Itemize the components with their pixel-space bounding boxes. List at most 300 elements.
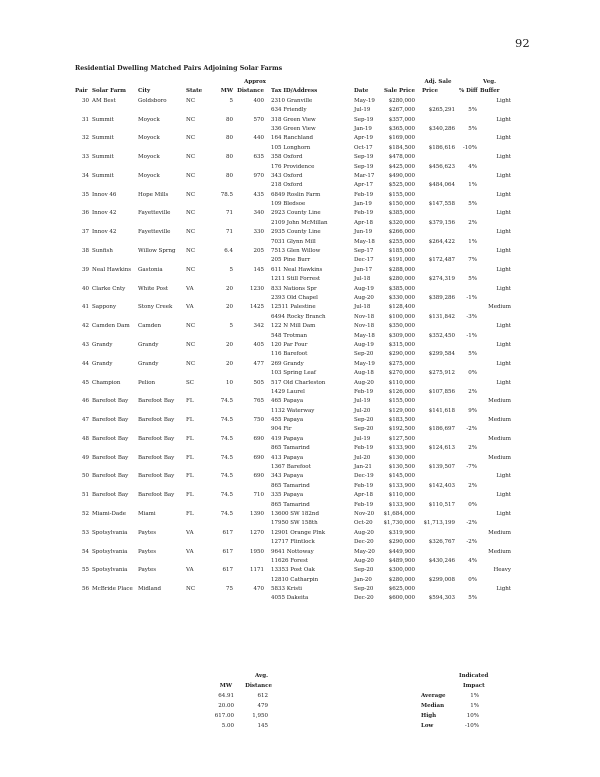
cell-date: Aug-20 — [354, 529, 374, 536]
cell-addr: 9641 Nottoway — [271, 548, 314, 555]
cell-buffer: Medium — [488, 398, 511, 405]
cell-sale: $385,000 — [388, 285, 415, 292]
cell-adj: $264,422 — [428, 238, 455, 245]
summary-right-body — [421, 691, 503, 731]
table-row — [75, 256, 530, 265]
table-row — [75, 379, 530, 388]
cell-addr: 7031 Glynn Mill — [271, 238, 316, 245]
cell-farm: Spotsylvania — [92, 567, 128, 574]
cell-pair: 40 — [82, 285, 89, 292]
cell-addr: 11626 Forest — [271, 557, 308, 564]
cell-sale: $300,000 — [388, 567, 415, 574]
cell-dist: 330 — [253, 229, 264, 236]
cell-city: Stony Creek — [138, 304, 173, 311]
cell-date: Sep-20 — [354, 586, 374, 593]
cell-buffer: Light — [496, 229, 511, 236]
cell-buffer: Light — [496, 266, 511, 273]
cell-buffer: Light — [496, 586, 511, 593]
cell-mw: 5 — [229, 266, 233, 273]
cell-state: NC — [186, 116, 196, 123]
cell-city: Barefoot Bay — [138, 398, 175, 405]
cell-farm: Summit — [92, 116, 114, 123]
cell-addr: 176 Providence — [271, 163, 315, 170]
cell-state: NC — [186, 586, 196, 593]
cell-farm: Camden Dam — [92, 323, 130, 330]
cell-sale: $155,000 — [388, 191, 415, 198]
cell-buffer: Light — [496, 492, 511, 499]
cell-diff: -7% — [466, 464, 477, 471]
cell-date: Sep-17 — [354, 248, 374, 255]
table-row — [75, 313, 530, 322]
cell-farm: Neal Hawkins — [92, 266, 132, 273]
cell-pair: 38 — [82, 248, 89, 255]
cell-addr: 611 Neal Hawkins — [271, 266, 323, 273]
cell-addr: 634 Friendly — [271, 107, 307, 114]
cell-sale: $150,000 — [388, 201, 415, 208]
cell-state: VA — [186, 285, 194, 292]
summary-mw-distance — [212, 671, 282, 731]
table-row — [75, 209, 530, 218]
cell-mw: 80 — [226, 135, 233, 142]
cell-sale: $290,000 — [388, 539, 415, 546]
cell-city: Hope Mills — [138, 191, 169, 198]
cell-adj: $274,319 — [428, 276, 455, 283]
cell-addr: 116 Barefoot — [271, 351, 308, 358]
cell-city: Willow Sprng — [138, 248, 176, 255]
cell-date: May-18 — [354, 238, 375, 245]
cell-date: May-19 — [354, 97, 375, 104]
table-row — [75, 538, 530, 547]
cell-date: Sep-19 — [354, 154, 374, 161]
cell-dist: 405 — [253, 341, 264, 348]
table-row — [75, 501, 530, 510]
cell-sale: $309,000 — [388, 332, 415, 339]
cell-adj: $299,584 — [428, 351, 455, 358]
cell-date: Feb-19 — [354, 210, 374, 217]
cell-pair: 44 — [82, 360, 89, 367]
cell-diff: 2% — [468, 445, 477, 452]
cell-date: Jul-19 — [354, 435, 371, 442]
cell-dist: 440 — [253, 135, 264, 142]
table-row — [75, 388, 530, 397]
table-body — [75, 97, 530, 604]
cell-sale: $185,000 — [388, 248, 415, 255]
summary-right-row — [421, 711, 503, 721]
summary-right-header-2 — [421, 681, 503, 691]
cell-sale: $110,000 — [388, 379, 415, 386]
cell-state: NC — [186, 172, 196, 179]
table-row — [75, 125, 530, 134]
cell-dist: 710 — [253, 492, 264, 499]
cell-city: Paytes — [138, 529, 157, 536]
summary-distance-value: 1,950 — [252, 713, 268, 719]
summary-header-distance: Distance — [245, 683, 272, 689]
cell-sale: $357,000 — [388, 116, 415, 123]
cell-diff: 1% — [468, 182, 477, 189]
cell-state: NC — [186, 248, 196, 255]
cell-buffer: Light — [496, 341, 511, 348]
cell-adj: $430,246 — [428, 557, 455, 564]
cell-sale: $128,400 — [388, 304, 415, 311]
cell-date: Apr-18 — [354, 492, 373, 499]
table-row — [75, 332, 530, 341]
cell-farm: Grandy — [92, 360, 113, 367]
header-date: Date — [354, 88, 369, 95]
cell-sale: $130,000 — [388, 454, 415, 461]
cell-city: Grandy — [138, 341, 159, 348]
cell-addr: 7513 Glen Willow — [271, 248, 321, 255]
cell-farm: Champion — [92, 379, 121, 386]
cell-state: NC — [186, 97, 196, 104]
cell-sale: $288,000 — [388, 266, 415, 273]
cell-buffer: Light — [496, 379, 511, 386]
cell-pair: 34 — [82, 172, 89, 179]
cell-farm: AM Best — [92, 97, 116, 104]
cell-farm: Clarke Cnty — [92, 285, 126, 292]
cell-addr: 343 Oxford — [271, 172, 303, 179]
table-row — [75, 228, 530, 237]
header-sale-price: Sale Price — [383, 88, 415, 95]
cell-farm: Sunfish — [92, 248, 113, 255]
cell-state: NC — [186, 323, 196, 330]
cell-city: Fayetteville — [138, 210, 171, 217]
cell-farm: Summit — [92, 172, 114, 179]
cell-adj: $340,286 — [428, 125, 455, 132]
cell-addr: 2923 County Line — [271, 210, 321, 217]
cell-dist: 205 — [253, 248, 264, 255]
cell-pair: 51 — [82, 492, 89, 499]
cell-sale: $183,500 — [388, 417, 415, 424]
cell-diff: -2% — [466, 520, 477, 527]
cell-buffer: Light — [496, 116, 511, 123]
cell-city: Moyock — [138, 172, 160, 179]
cell-mw: 5 — [229, 97, 233, 104]
cell-addr: 336 Green View — [271, 125, 316, 132]
cell-addr: 122 N Mill Dam — [271, 323, 316, 330]
cell-mw: 617 — [222, 529, 233, 536]
cell-sale: $133,900 — [388, 445, 415, 452]
cell-state: NC — [186, 341, 196, 348]
summary-stat-label: Average — [421, 693, 446, 699]
matched-pairs-table — [75, 78, 530, 604]
cell-adj: $275,912 — [428, 370, 455, 377]
cell-addr: 12511 Palestine — [271, 304, 316, 311]
cell-dist: 340 — [253, 210, 264, 217]
table-header-row-2 — [75, 87, 530, 96]
cell-sale: $280,000 — [388, 276, 415, 283]
cell-city: White Post — [138, 285, 168, 292]
cell-sale: $191,000 — [388, 257, 415, 264]
cell-buffer: Medium — [488, 529, 511, 536]
cell-state: NC — [186, 191, 196, 198]
table-row — [75, 435, 530, 444]
cell-adj: $142,403 — [428, 482, 455, 489]
cell-date: Jul-19 — [354, 398, 371, 405]
cell-diff: 2% — [468, 388, 477, 395]
cell-city: Fayetteville — [138, 229, 171, 236]
table-row — [75, 510, 530, 519]
cell-addr: 413 Papaya — [271, 454, 304, 461]
cell-buffer: Light — [496, 248, 511, 255]
cell-addr: 904 Fir — [271, 426, 292, 433]
cell-addr: 358 Oxford — [271, 154, 303, 161]
cell-addr: 318 Green View — [271, 116, 316, 123]
cell-mw: 71 — [226, 210, 233, 217]
cell-date: Aug-20 — [354, 557, 374, 564]
summary-stat-label: Median — [421, 703, 445, 709]
cell-date: Jun-17 — [354, 266, 373, 273]
cell-date: Nov-18 — [354, 323, 375, 330]
cell-city: Barefoot Bay — [138, 435, 175, 442]
cell-dist: 765 — [253, 398, 264, 405]
summary-left-row — [212, 721, 282, 731]
cell-buffer: Light — [496, 191, 511, 198]
cell-sale: $270,000 — [388, 370, 415, 377]
cell-farm: Sappony — [92, 304, 117, 311]
table-row — [75, 472, 530, 481]
cell-sale: $280,000 — [388, 97, 415, 104]
cell-diff: 0% — [468, 370, 477, 377]
cell-addr: 2310 Granville — [271, 97, 313, 104]
cell-adj: $594,303 — [428, 595, 455, 602]
cell-city: Moyock — [138, 116, 160, 123]
cell-state: FL — [186, 510, 194, 517]
cell-dist: 1171 — [250, 567, 264, 574]
cell-addr: 269 Grandy — [271, 360, 304, 367]
cell-date: Apr-18 — [354, 219, 373, 226]
summary-indicated-impact — [421, 671, 503, 731]
cell-mw: 6.4 — [224, 248, 233, 255]
cell-buffer: Light — [496, 510, 511, 517]
cell-addr: 120 Par Four — [271, 341, 308, 348]
cell-adj: $124,613 — [428, 445, 455, 452]
cell-adj: $172,487 — [428, 257, 455, 264]
cell-sale: $525,000 — [388, 182, 415, 189]
cell-diff: 5% — [468, 201, 477, 208]
cell-pair: 56 — [82, 586, 89, 593]
cell-mw: 20 — [226, 285, 233, 292]
cell-sale: $385,000 — [388, 210, 415, 217]
summary-left-header-2 — [212, 681, 282, 691]
cell-pair: 32 — [82, 135, 89, 142]
cell-addr: 343 Papaya — [271, 473, 304, 480]
cell-state: VA — [186, 529, 194, 536]
cell-dist: 477 — [253, 360, 264, 367]
cell-dist: 1390 — [250, 510, 264, 517]
cell-city: Barefoot Bay — [138, 454, 175, 461]
cell-state: SC — [186, 379, 194, 386]
cell-dist: 470 — [253, 586, 264, 593]
cell-mw: 75 — [226, 586, 233, 593]
cell-addr: 2393 Old Chapel — [271, 294, 318, 301]
cell-date: Jul-20 — [354, 407, 371, 414]
table-row — [75, 425, 530, 434]
table-row — [75, 397, 530, 406]
cell-city: Goldsboro — [138, 97, 167, 104]
cell-city: Barefoot Bay — [138, 473, 175, 480]
cell-pair: 43 — [82, 341, 89, 348]
cell-date: Jan-20 — [354, 576, 372, 583]
cell-sale: $145,000 — [388, 473, 415, 480]
cell-adj: $389,286 — [428, 294, 455, 301]
cell-adj: $131,842 — [428, 313, 455, 320]
cell-buffer: Light — [496, 172, 511, 179]
cell-sale: $192,500 — [388, 426, 415, 433]
cell-diff: 0% — [468, 501, 477, 508]
cell-buffer: Light — [496, 210, 511, 217]
cell-sale: $133,900 — [388, 501, 415, 508]
table-row — [75, 594, 530, 603]
cell-state: VA — [186, 304, 194, 311]
table-row — [75, 369, 530, 378]
cell-addr: 335 Papaya — [271, 492, 304, 499]
summary-left-body — [212, 691, 282, 731]
cell-diff: 7% — [468, 257, 477, 264]
cell-adj: $352,450 — [428, 332, 455, 339]
table-header-row-1 — [75, 78, 530, 87]
table-row — [75, 266, 530, 275]
cell-date: Dec-17 — [354, 257, 374, 264]
cell-addr: 419 Papaya — [271, 435, 304, 442]
cell-state: FL — [186, 417, 194, 424]
cell-date: Jun-19 — [354, 229, 373, 236]
summary-header-avg: Avg. — [254, 673, 268, 679]
cell-city: Gastonia — [138, 266, 163, 273]
summary-mw-value: 5.00 — [221, 723, 234, 729]
cell-farm: Barefoot Bay — [92, 473, 129, 480]
cell-addr: 865 Tamarind — [271, 501, 310, 508]
cell-farm: Barefoot Bay — [92, 492, 129, 499]
cell-date: Nov-20 — [354, 510, 375, 517]
table-row — [75, 134, 530, 143]
header-price: Price — [422, 88, 438, 95]
cell-sale: $129,000 — [388, 407, 415, 414]
cell-date: Sep-19 — [354, 116, 374, 123]
cell-buffer: Light — [496, 154, 511, 161]
cell-state: FL — [186, 473, 194, 480]
cell-addr: 5833 Kristi — [271, 586, 303, 593]
cell-addr: 6849 Roslin Farm — [271, 191, 321, 198]
cell-farm: Miami-Dade — [92, 510, 126, 517]
table-row — [75, 144, 530, 153]
cell-diff: 4% — [468, 163, 477, 170]
header-solar-farm: Solar Farm — [92, 88, 126, 95]
cell-date: Apr-17 — [354, 182, 373, 189]
cell-date: Aug-19 — [354, 285, 374, 292]
cell-buffer: Medium — [488, 417, 511, 424]
cell-addr: 2109 John McMillan — [271, 219, 328, 226]
cell-date: Jan-19 — [354, 125, 372, 132]
cell-dist: 1230 — [250, 285, 264, 292]
cell-mw: 74.5 — [220, 473, 233, 480]
cell-mw: 20 — [226, 360, 233, 367]
cell-addr: 517 Old Charleston — [271, 379, 326, 386]
cell-state: FL — [186, 398, 194, 405]
cell-buffer: Light — [496, 360, 511, 367]
cell-sale: $478,000 — [388, 154, 415, 161]
cell-adj: $110,517 — [428, 501, 455, 508]
cell-adj: $379,156 — [428, 219, 455, 226]
cell-pair: 54 — [82, 548, 89, 555]
cell-date: Sep-20 — [354, 426, 374, 433]
cell-date: Feb-19 — [354, 191, 374, 198]
cell-pair: 55 — [82, 567, 89, 574]
table-row — [75, 454, 530, 463]
cell-addr: 4055 Dakeita — [271, 595, 309, 602]
cell-mw: 80 — [226, 172, 233, 179]
cell-state: NC — [186, 360, 196, 367]
cell-adj: $186,616 — [428, 144, 455, 151]
summary-header-indicated: Indicated — [459, 673, 489, 679]
cell-buffer: Medium — [488, 304, 511, 311]
cell-date: Jul-20 — [354, 454, 371, 461]
cell-dist: 145 — [253, 266, 264, 273]
table-row — [75, 407, 530, 416]
cell-addr: 164 Ranchland — [271, 135, 314, 142]
cell-adj: $1,713,199 — [423, 520, 455, 527]
cell-addr: 865 Tamarind — [271, 445, 310, 452]
cell-date: Aug-20 — [354, 294, 374, 301]
summary-left-row — [212, 701, 282, 711]
cell-sale: $319,900 — [388, 529, 415, 536]
cell-addr: 833 Nations Spr — [271, 285, 317, 292]
table-title: Residential Dwelling Matched Pairs Adjoining Solar Farms — [75, 65, 283, 72]
table-row — [75, 106, 530, 115]
cell-sale: $110,000 — [388, 492, 415, 499]
cell-pair: 31 — [82, 116, 89, 123]
cell-sale: $600,000 — [388, 595, 415, 602]
cell-addr: 17950 SW 158th — [271, 520, 318, 527]
cell-sale: $320,000 — [388, 219, 415, 226]
cell-farm: Spotsylvania — [92, 548, 128, 555]
cell-sale: $490,000 — [388, 172, 415, 179]
table-row — [75, 153, 530, 162]
cell-farm: Barefoot Bay — [92, 435, 129, 442]
table-row — [75, 163, 530, 172]
cell-sale: $155,000 — [388, 398, 415, 405]
table-row — [75, 116, 530, 125]
cell-adj: $107,856 — [428, 388, 455, 395]
summary-left-row — [212, 711, 282, 721]
cell-sale: $425,000 — [388, 163, 415, 170]
cell-pair: 35 — [82, 191, 89, 198]
cell-pair: 46 — [82, 398, 89, 405]
summary-mw-value: 64.91 — [218, 693, 234, 699]
summary-mw-value: 20.00 — [218, 703, 234, 709]
cell-addr: 13600 SW 182nd — [271, 510, 319, 517]
cell-adj: $265,291 — [428, 107, 455, 114]
page-number: 92 — [515, 36, 530, 50]
cell-sale: $280,000 — [388, 576, 415, 583]
cell-pair: 39 — [82, 266, 89, 273]
cell-mw: 5 — [229, 323, 233, 330]
cell-sale: $267,000 — [388, 107, 415, 114]
cell-sale: $133,900 — [388, 482, 415, 489]
cell-diff: 5% — [468, 107, 477, 114]
summary-right-row — [421, 721, 503, 731]
cell-date: Mar-17 — [354, 172, 375, 179]
header-buffer: Buffer — [480, 88, 500, 95]
cell-date: Nov-18 — [354, 313, 375, 320]
cell-city: Barefoot Bay — [138, 492, 175, 499]
table-row — [75, 238, 530, 247]
cell-date: May-20 — [354, 548, 375, 555]
cell-mw: 74.5 — [220, 510, 233, 517]
table-row — [75, 181, 530, 190]
cell-farm: Summit — [92, 135, 114, 142]
cell-pair: 53 — [82, 529, 89, 536]
cell-dist: 1950 — [250, 548, 264, 555]
